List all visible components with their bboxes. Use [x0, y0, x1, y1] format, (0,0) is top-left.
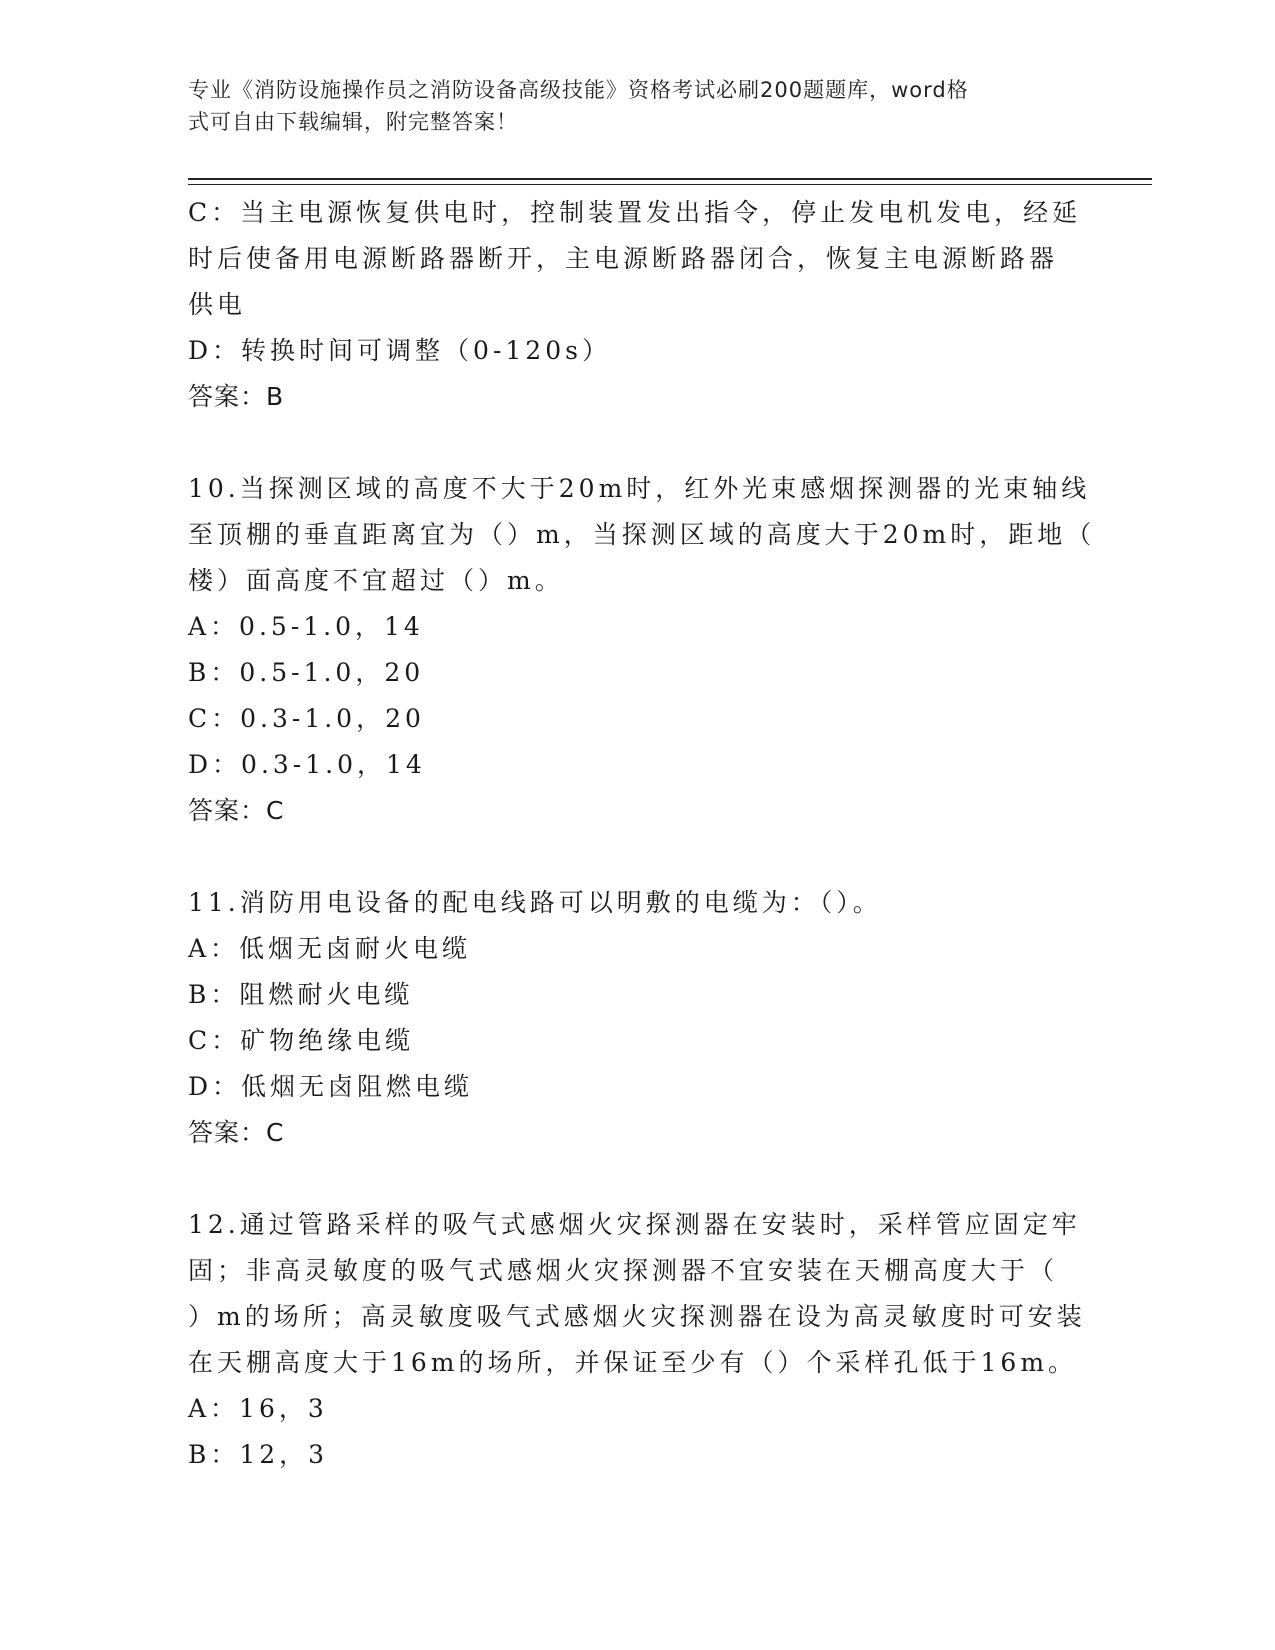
option-b: B：0.5-1.0，20 [188, 658, 425, 687]
header-line-2: 式可自由下载编辑，附完整答案！ [188, 110, 518, 134]
option-b: B：阻燃耐火电缆 [188, 980, 414, 1009]
option-c: C：矿物绝缘电缆 [188, 1026, 415, 1055]
question-text-line-2: 固；非高灵敏度的吸气式感烟火灾探测器不宜安装在天棚高度大于（ [188, 1256, 1059, 1285]
option-b: B：12，3 [188, 1440, 329, 1469]
document-header [188, 74, 1068, 138]
option-c: C：0.3-1.0，20 [188, 704, 425, 733]
header-line-1: 专业《消防设施操作员之消防设备高级技能》资格考试必刷200题题库，word格 [188, 78, 969, 102]
header-divider-thick [188, 178, 1152, 180]
option-c-line-3: 供电 [188, 290, 247, 319]
option-d: D：转换时间可调整（0-120s） [188, 336, 611, 365]
spacer [188, 834, 1088, 880]
answer: 答案：C [188, 796, 285, 825]
answer: 答案：B [188, 382, 285, 411]
answer: 答案：C [188, 1118, 285, 1147]
spacer [188, 1156, 1088, 1202]
option-c-line-2: 时后使备用电源断路器断开，主电源断路器闭合，恢复主电源断路器 [188, 244, 1059, 273]
question-9 [188, 190, 1088, 420]
question-text-line-3: 楼）面高度不宜超过（）m。 [188, 566, 564, 595]
question-11 [188, 880, 1088, 1156]
option-d: D：0.3-1.0，14 [188, 750, 426, 779]
question-text-line-1: 12.通过管路采样的吸气式感烟火灾探测器在安装时，采样管应固定牢 [188, 1210, 1081, 1239]
question-text-line-2: 至顶棚的垂直距离宜为（）m，当探测区域的高度大于20m时，距地（ [188, 520, 1096, 549]
question-text-line-4: 在天棚高度大于16m的场所，并保证至少有（）个采样孔低于16m。 [188, 1348, 1078, 1377]
option-d: D：低烟无卤阻燃电缆 [188, 1072, 474, 1101]
option-a: A：低烟无卤耐火电缆 [188, 934, 472, 963]
question-text-line-1: 10.当探测区域的高度不大于20m时，红外光束感烟探测器的光束轴线 [188, 474, 1091, 503]
question-text-line-3: ）m的场所；高灵敏度吸气式感烟火灾探测器在设为高灵敏度时可安装 [188, 1302, 1086, 1331]
question-text-line-1: 11.消防用电设备的配电线路可以明敷的电缆为：（）。 [188, 888, 882, 917]
option-a: A：0.5-1.0，14 [188, 612, 424, 641]
spacer [188, 420, 1088, 466]
header-divider-thin [188, 184, 1152, 185]
question-10 [188, 466, 1096, 834]
option-c-line-1: C：当主电源恢复供电时，控制装置发出指令，停止发电机发电，经延 [188, 198, 1082, 227]
option-a: A：16，3 [188, 1394, 328, 1423]
question-12 [188, 1202, 1088, 1478]
question-list [188, 190, 1096, 1478]
